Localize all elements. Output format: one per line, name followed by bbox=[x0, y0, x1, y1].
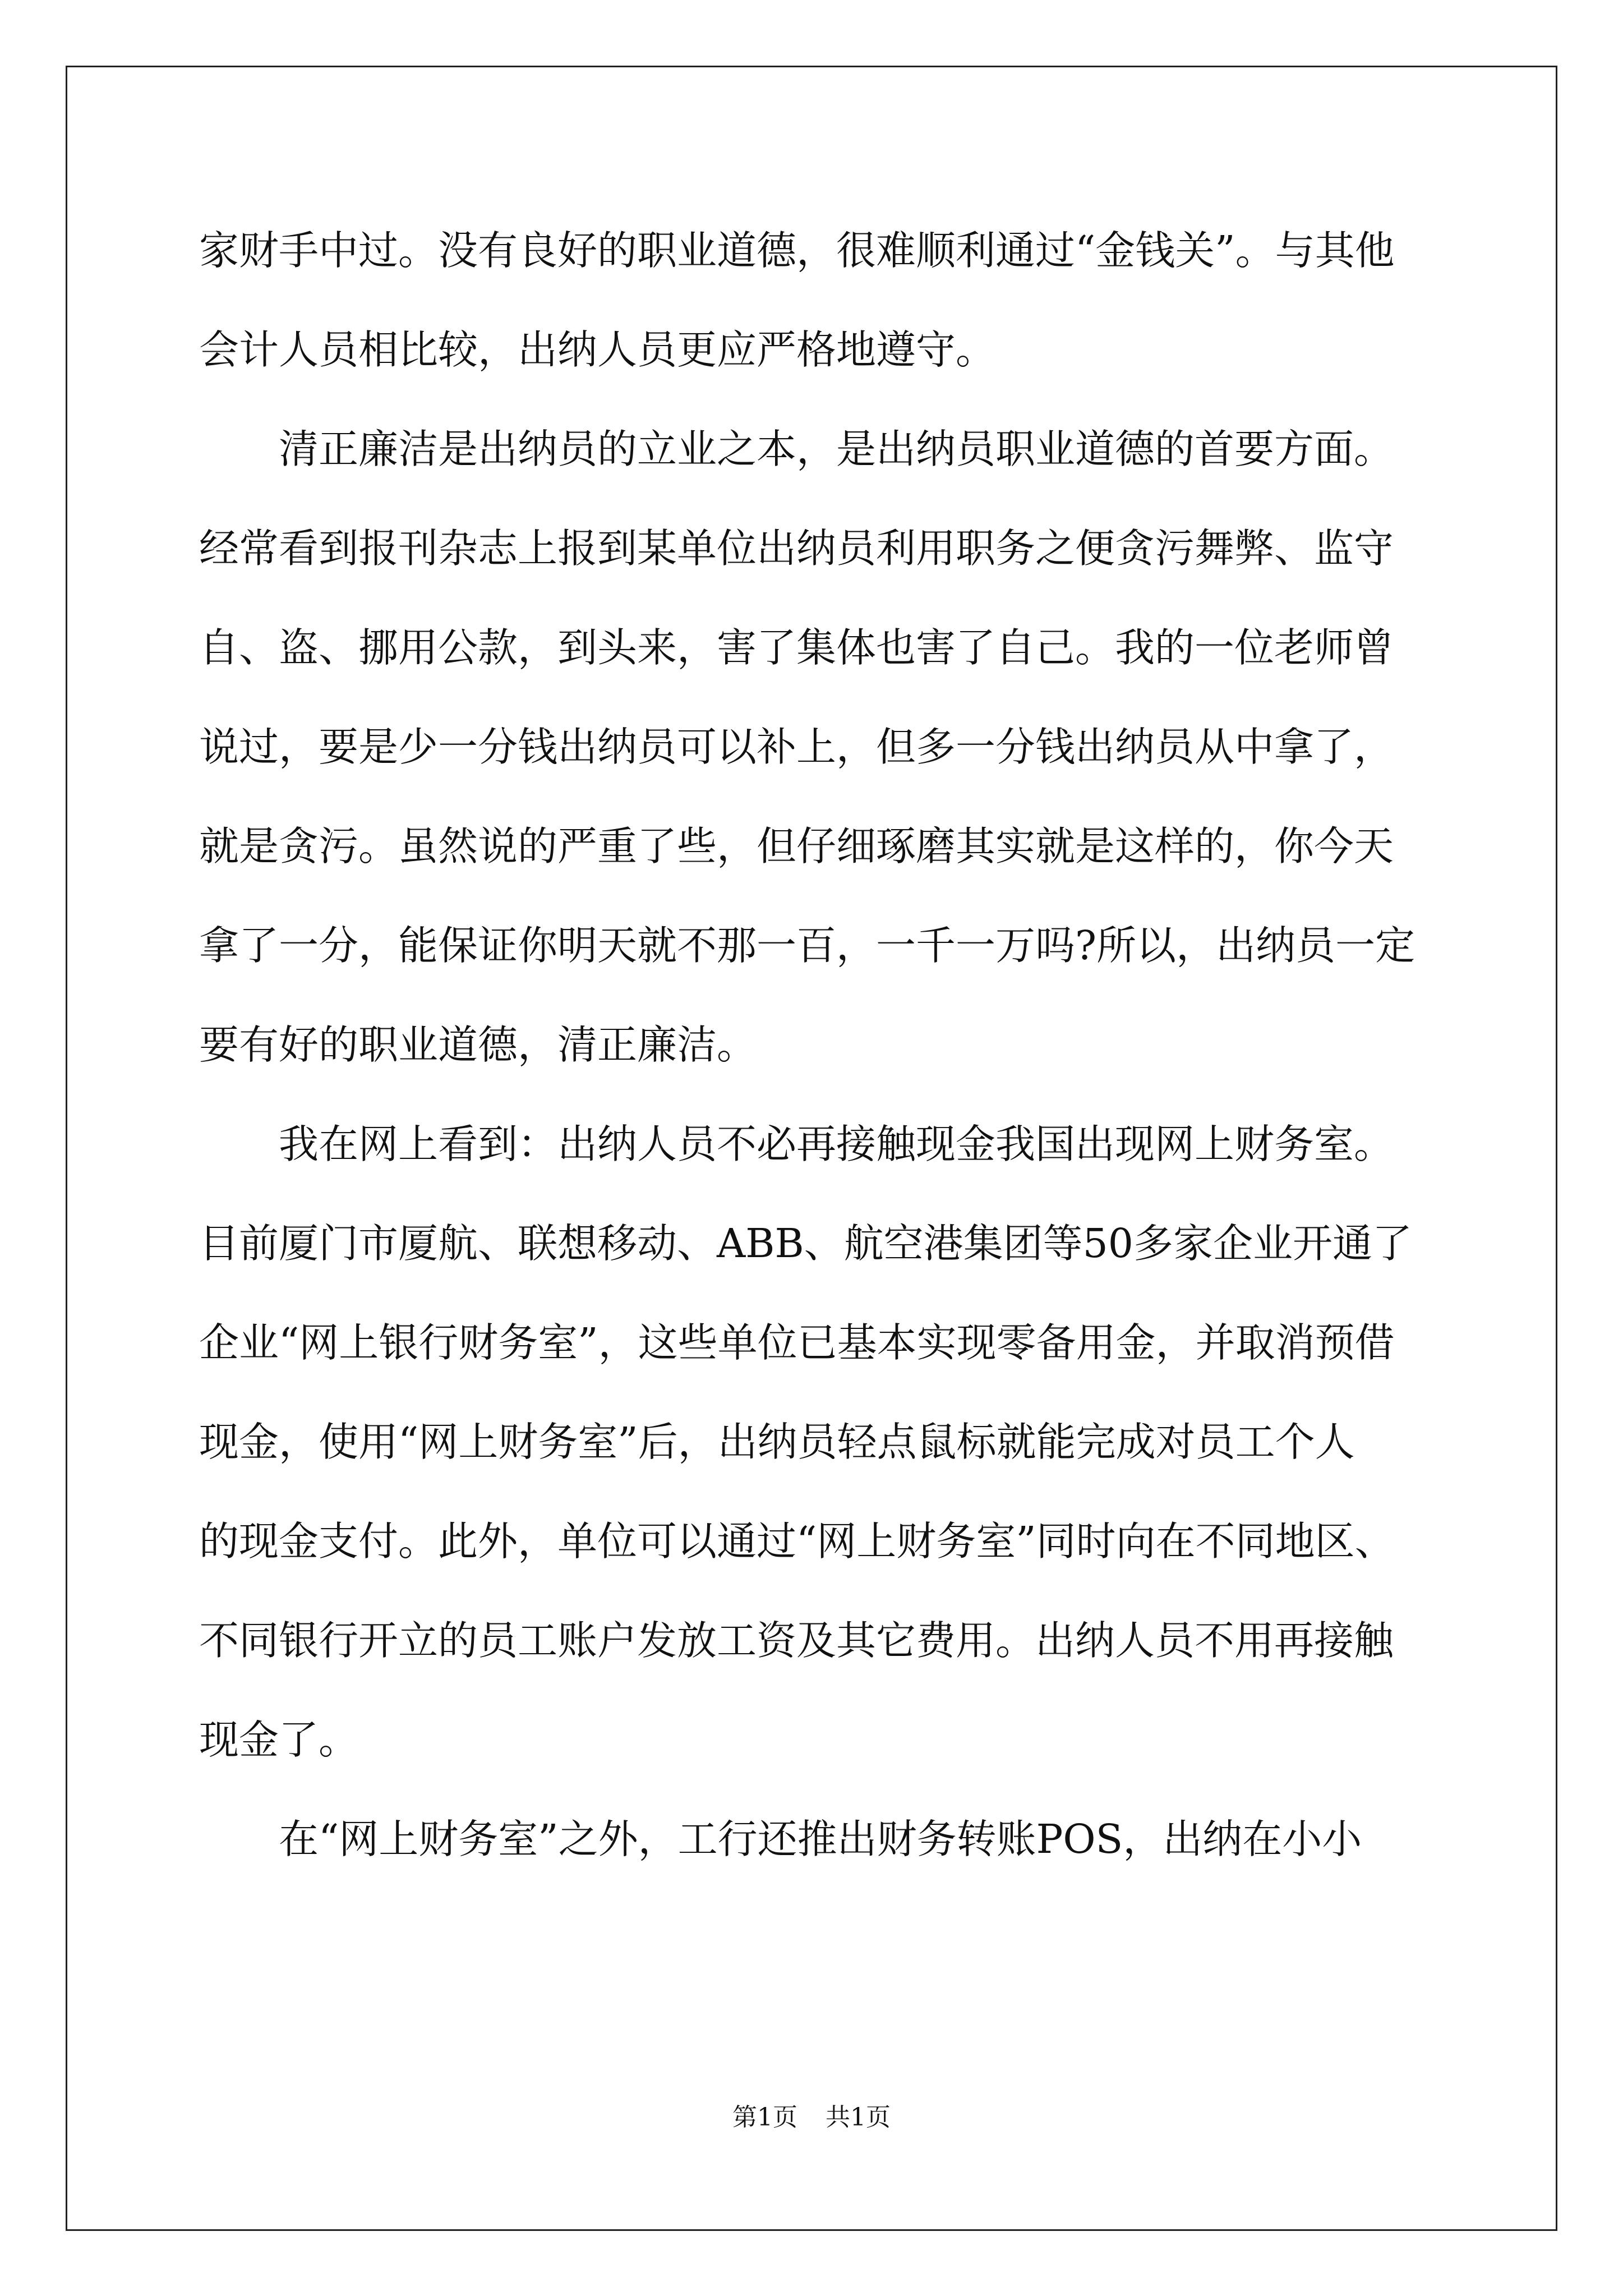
text-line: 的现金支付。此外，单位可以通过“网上财务室”同时向在不同地区、 bbox=[199, 1518, 1395, 1565]
text-line: 现金，使用“网上财务室”后，出纳员轻点鼠标就能完成对员工个人 bbox=[199, 1419, 1355, 1465]
text-line: 要有好的职业道德，清正廉洁。 bbox=[199, 1022, 757, 1068]
text-line: 拿了一分，能保证你明天就不那一百，一千一万吗?所以，出纳员一定 bbox=[199, 922, 1415, 969]
text-line: 目前厦门市厦航、联想移动、ABB、航空港集团等50多家企业开通了 bbox=[199, 1220, 1412, 1267]
text-line: 家财手中过。没有良好的职业道德，很难顺利通过“金钱关”。与其他 bbox=[199, 227, 1395, 274]
page-total: 共1页 bbox=[826, 2103, 891, 2132]
page-footer bbox=[0, 2101, 1623, 2134]
paragraph-first-line: 我在网上看到：出纳人员不必再接触现金我国出现网上财务室。 bbox=[279, 1121, 1394, 1167]
text-line: 就是贪污。虽然说的严重了些，但仔细琢磨其实就是这样的，你今天 bbox=[199, 823, 1394, 869]
text-line: 说过，要是少一分钱出纳员可以补上，但多一分钱出纳员从中拿了， bbox=[199, 724, 1394, 770]
paragraph-first-line: 在“网上财务室”之外，工行还推出财务转账POS，出纳在小小 bbox=[279, 1816, 1362, 1862]
text-line: 现金了。 bbox=[199, 1717, 359, 1763]
text-line: 经常看到报刊杂志上报到某单位出纳员利用职务之便贪污舞弊、监守 bbox=[199, 525, 1394, 572]
page-number: 第1页 bbox=[732, 2103, 797, 2132]
paragraph-first-line: 清正廉洁是出纳员的立业之本，是出纳员职业道德的首要方面。 bbox=[279, 426, 1394, 472]
text-line: 不同银行开立的员工账户发放工资及其它费用。出纳人员不用再接触 bbox=[199, 1617, 1394, 1664]
text-line: 会计人员相比较，出纳人员更应严格地遵守。 bbox=[199, 326, 996, 373]
text-line: 自、盗、挪用公款，到头来，害了集体也害了自己。我的一位老师曾 bbox=[199, 624, 1394, 671]
text-line: 企业“网上银行财务室”，这些单位已基本实现零备用金，并取消预借 bbox=[199, 1319, 1395, 1366]
